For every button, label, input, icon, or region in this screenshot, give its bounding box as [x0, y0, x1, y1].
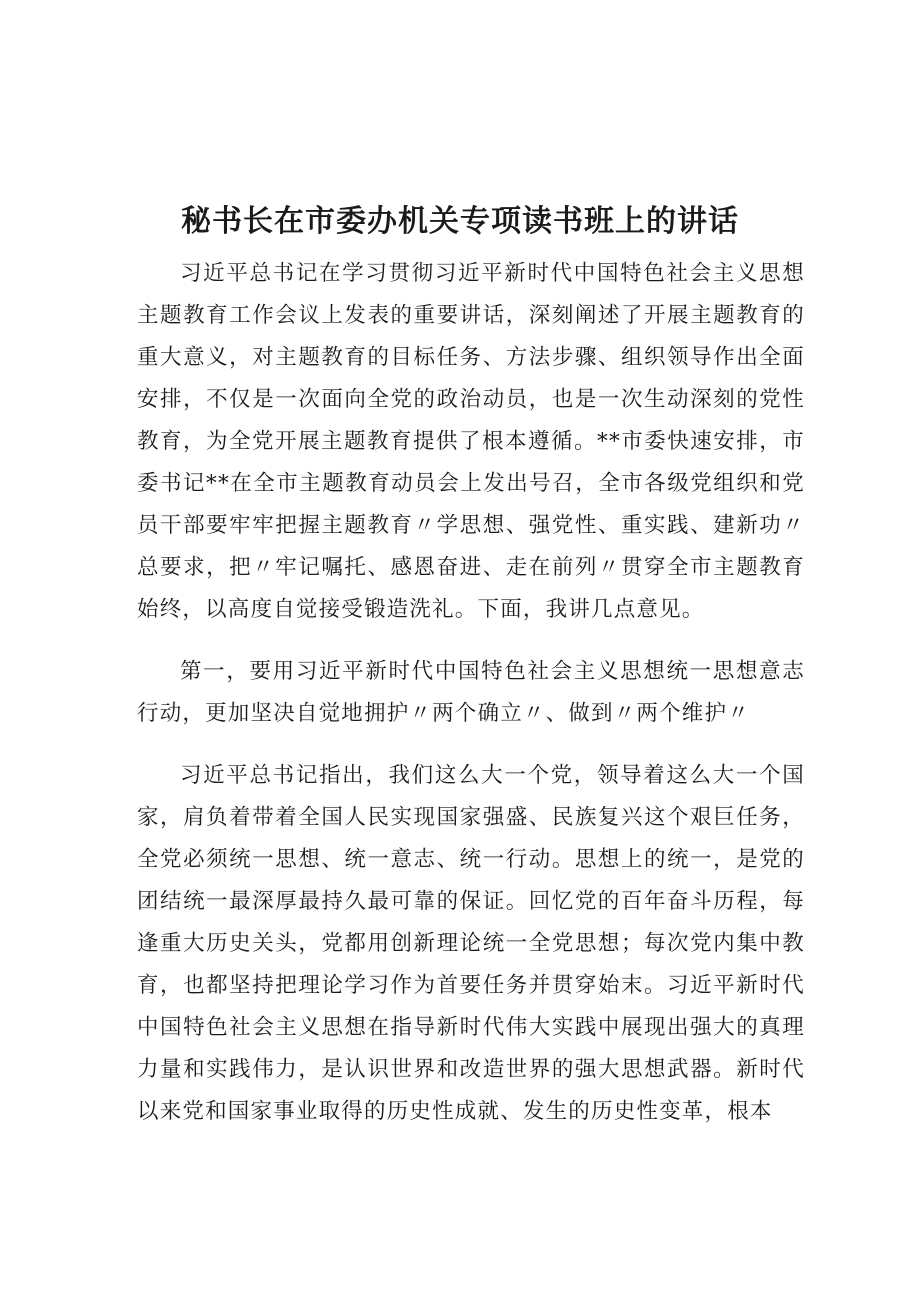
section-heading-first: 第一，要用习近平新时代中国特色社会主义思想统一思想意志行动，更加坚决自觉地拥护〃两个确立〃、做到〃两个维护〃 — [137, 659, 805, 726]
document-title: 秘书长在市委办机关专项读书班上的讲话 — [181, 204, 739, 239]
intro-paragraph: 习近平总书记在学习贯彻习近平新时代中国特色社会主义思想主题教育工作会议上发表的重要讲话，深刻阐述了开展主题教育的重大意义，对主题教育的目标任务、方法步骤、组织领导作出全面安排，不仅是一次面向全党的政治动员，也是一次生动深刻的党性教育，为全党开展主题教育提供了根本遵循。**市委快速安排，市委书记**在全市主题教育动员会上发出号召，全市各级党组织和党员干部要牢牢把握主题教育〃学思想、强党性、重实践、建新功〃总要求，把〃牢记嘱托、感恩奋进、走在前列〃贯穿全市主题教育始终，以高度自觉接受锻造洗礼。下面，我讲几点意见。 — [137, 261, 805, 622]
body-paragraph: 习近平总书记指出，我们这么大一个党，领导着这么大一个国家，肩负着带着全国人民实现国家强盛、民族复兴这个艰巨任务，全党必须统一思想、统一意志、统一行动。思想上的统一，是党的团结统一最深厚最持久最可靠的保证。回忆党的百年奋斗历程，每逢重大历史关头，党都用创新理论统一全党思想；每次党内集中教育，也都坚持把理论学习作为首要任务并贯穿始末。习近平新时代中国特色社会主义思想在指导新时代伟大实践中展现出强大的真理力量和实践伟力，是认识世界和改造世界的强大思想武器。新时代以来党和国家事业取得的历史性成就、发生的历史性变革，根本 — [137, 763, 805, 1124]
document-body — [137, 253, 805, 1133]
